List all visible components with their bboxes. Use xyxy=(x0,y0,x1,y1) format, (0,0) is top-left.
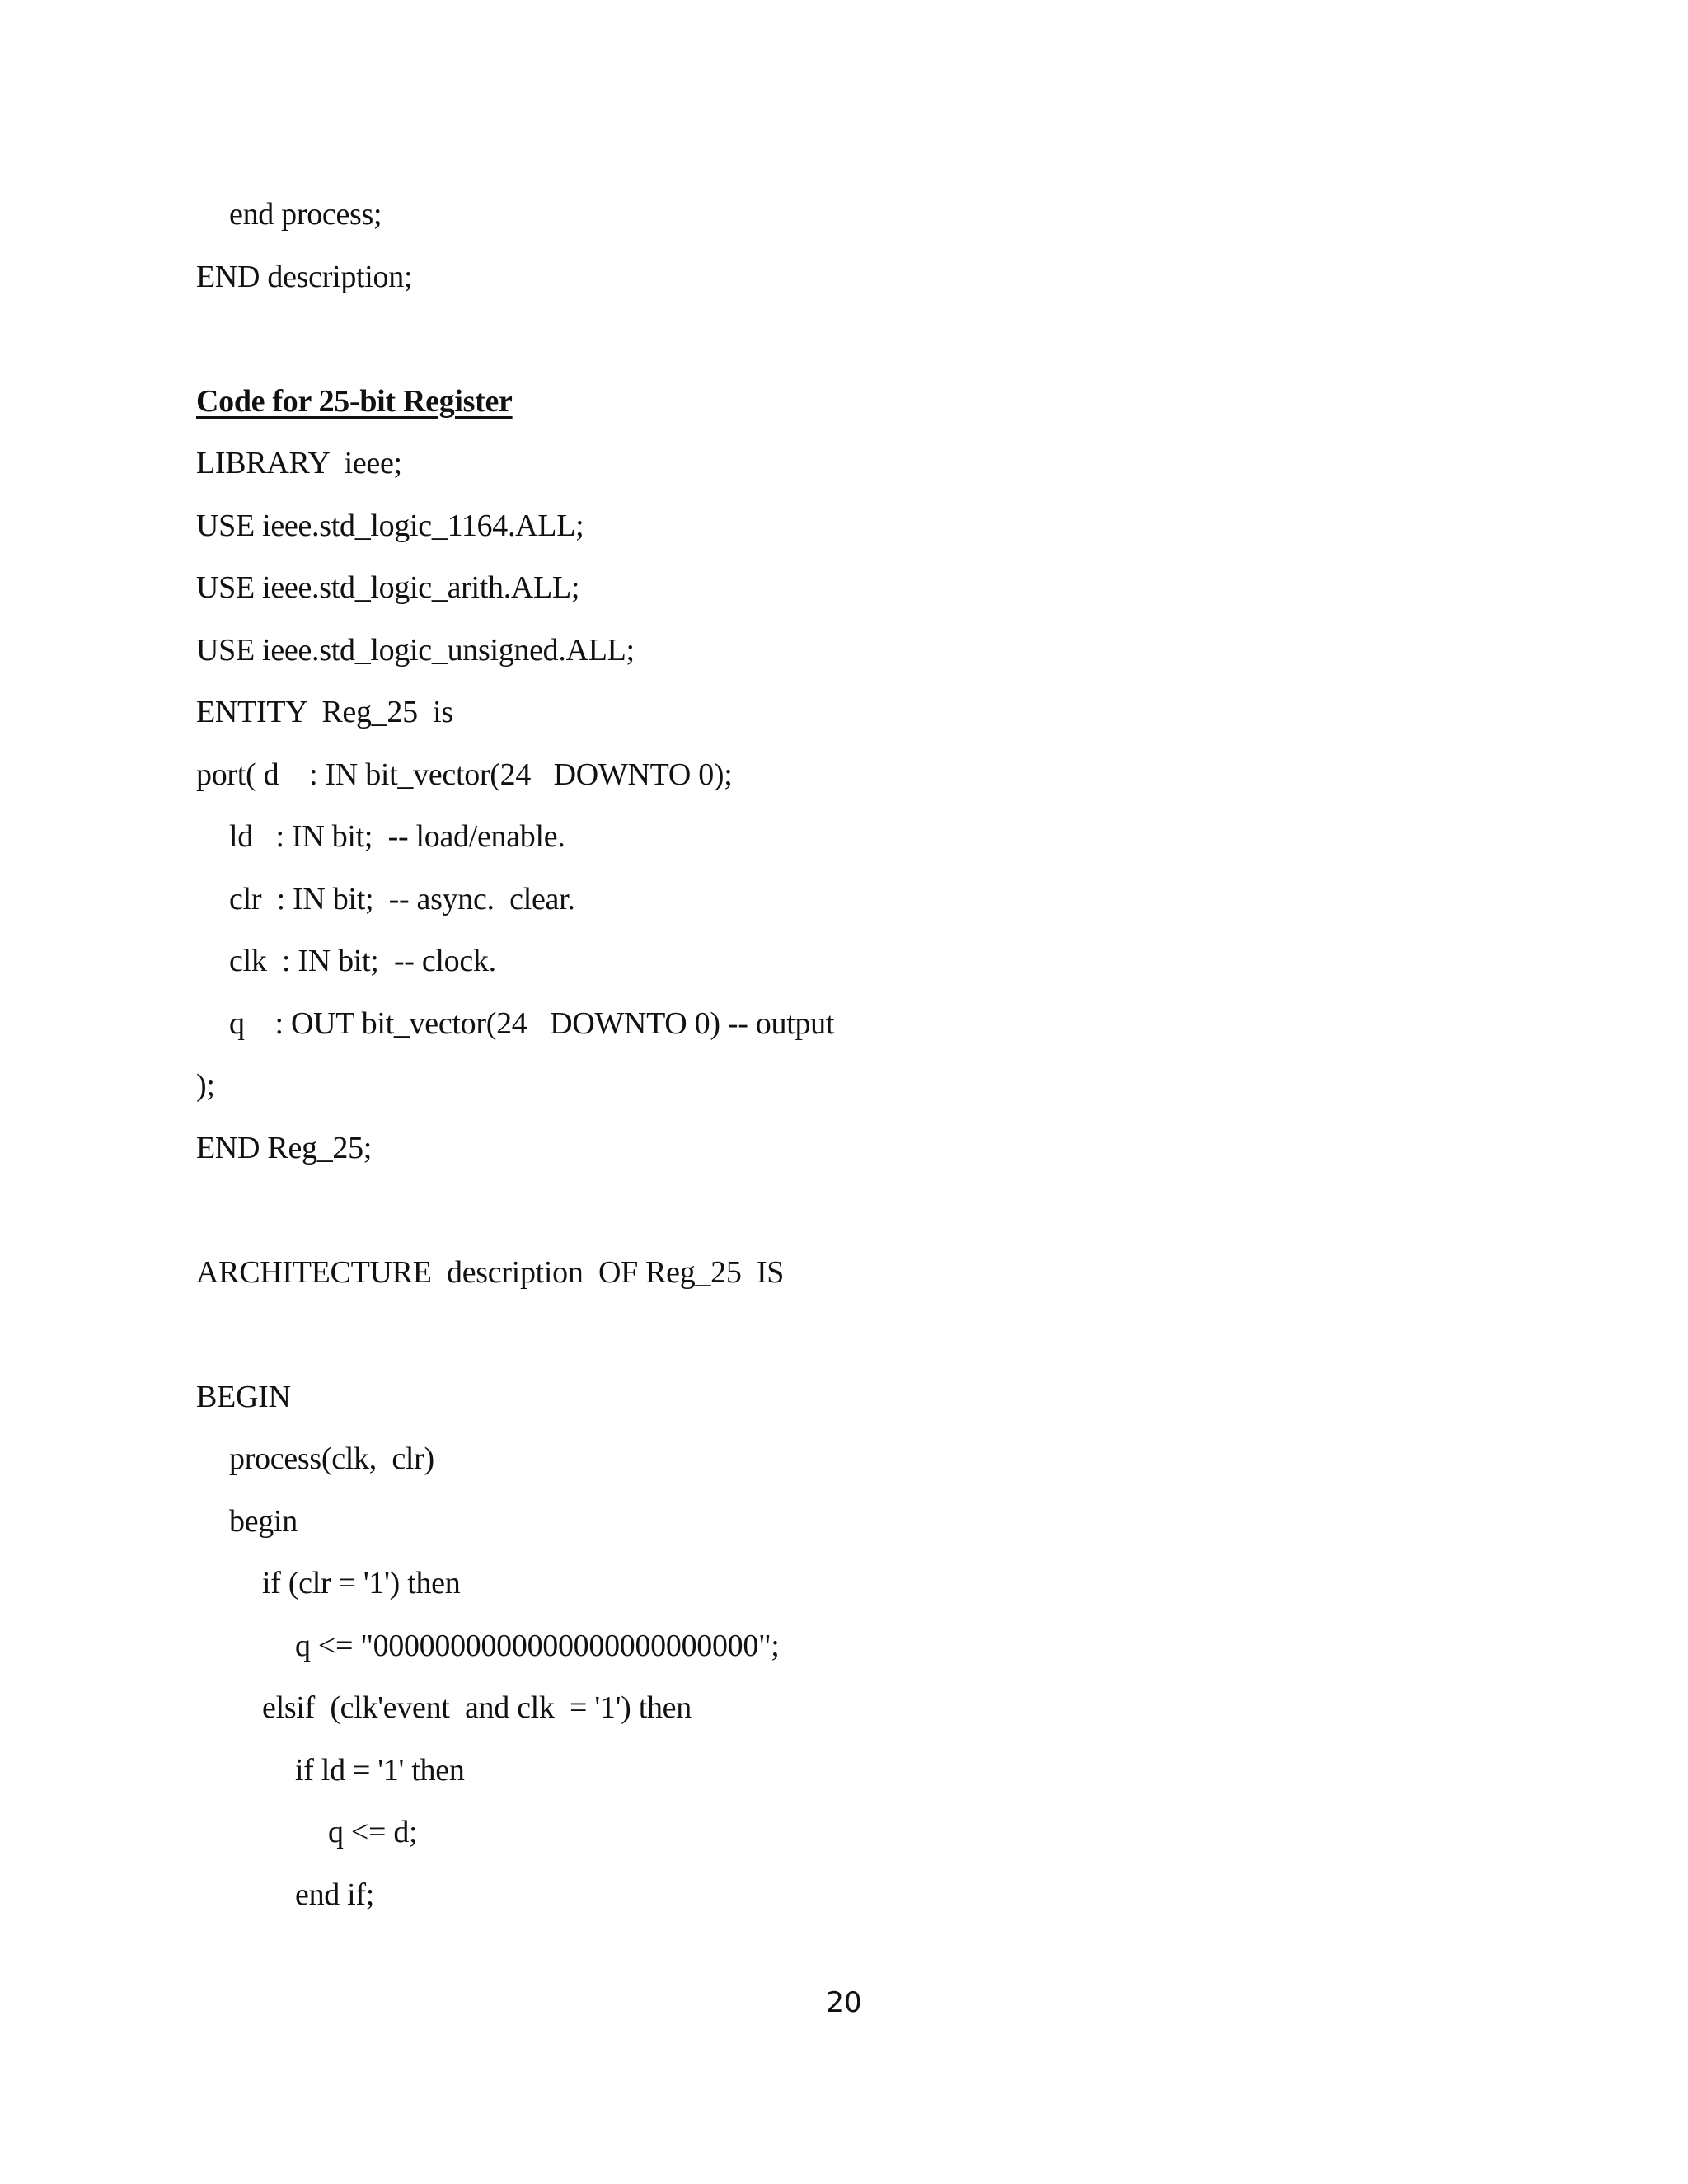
code-line-port-d: port( d : IN bit_vector(24 DOWNTO 0); xyxy=(196,757,733,792)
code-line-if-clr: if (clr = '1') then xyxy=(262,1566,461,1601)
code-line-port-ld: ld : IN bit; -- load/enable. xyxy=(229,819,565,854)
code-line-use-1164: USE ieee.std_logic_1164.ALL; xyxy=(196,509,584,543)
code-line-library: LIBRARY ieee; xyxy=(196,446,402,480)
code-line-use-arith: USE ieee.std_logic_arith.ALL; xyxy=(196,570,580,605)
code-line-architecture: ARCHITECTURE description OF Reg_25 IS xyxy=(196,1255,785,1290)
code-line-port-q: q : OUT bit_vector(24 DOWNTO 0) -- output xyxy=(229,1006,835,1041)
code-line-port-clk: clk : IN bit; -- clock. xyxy=(229,944,496,978)
code-line-port-close: ); xyxy=(196,1068,215,1103)
page-number: 20 xyxy=(826,1986,862,2019)
code-line-end-entity: END Reg_25; xyxy=(196,1131,373,1165)
code-line-end-process: end process; xyxy=(229,197,382,232)
code-line-if-ld: if ld = '1' then xyxy=(295,1753,465,1788)
code-line-process-begin: begin xyxy=(229,1504,298,1539)
code-line-q-clear: q <= "0000000000000000000000000"; xyxy=(295,1629,780,1663)
code-line-q-assign: q <= d; xyxy=(328,1815,418,1849)
section-heading: Code for 25-bit Register xyxy=(196,384,513,419)
code-line-elsif-clk: elsif (clk'event and clk = '1') then xyxy=(262,1690,692,1725)
code-line-port-clr: clr : IN bit; -- async. clear. xyxy=(229,882,575,916)
code-line-use-unsigned: USE ieee.std_logic_unsigned.ALL; xyxy=(196,633,635,668)
code-line-begin: BEGIN xyxy=(196,1380,291,1414)
code-line-entity: ENTITY Reg_25 is xyxy=(196,695,453,729)
code-line-end-description: END description; xyxy=(196,260,413,294)
code-line-process: process(clk, clr) xyxy=(229,1441,434,1476)
code-line-end-if: end if; xyxy=(295,1877,375,1912)
